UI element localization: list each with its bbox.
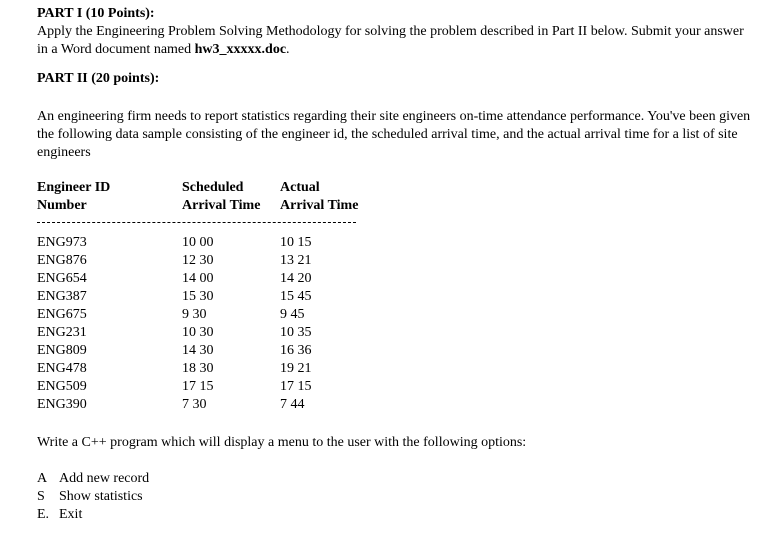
table-header-divider: [37, 222, 356, 223]
actual-time-cell: 9 45: [280, 307, 305, 322]
actual-time-cell: 17 15: [280, 379, 312, 394]
scheduled-time-cell: 7 30: [182, 397, 207, 412]
part1-instruction-end: .: [286, 42, 290, 57]
menu-option: [37, 488, 149, 506]
scheduled-time-cell: 12 30: [182, 253, 214, 268]
table-row: [37, 342, 367, 360]
menu-option-label: Add new record: [59, 471, 150, 486]
actual-time-cell: 16 36: [280, 343, 312, 358]
table-row: [37, 252, 367, 270]
part1-instruction: [37, 23, 752, 59]
menu-option-label: Show statistics: [59, 489, 143, 504]
engineer-id-cell: ENG231: [37, 325, 87, 340]
scheduled-time-cell: 10 30: [182, 325, 214, 340]
table-row: [37, 270, 367, 288]
scheduled-time-cell: 14 30: [182, 343, 214, 358]
actual-time-cell: 10 15: [280, 235, 312, 250]
actual-time-cell: 14 20: [280, 271, 312, 286]
engineer-id-cell: ENG654: [37, 271, 87, 286]
engineer-id-cell: ENG390: [37, 397, 87, 412]
submission-filename: hw3_xxxxx.doc: [194, 42, 287, 57]
actual-time-cell: 10 35: [280, 325, 312, 340]
part2-intro: An engineering firm needs to report statistics regarding their site engineers on-time attendance performance. You've been given the following data sample consisting of the engineer id, the scheduled arrival time, and the actual arrival time for a list of site engineers: [37, 109, 751, 160]
header-actual-arrival: Actual Arrival Time: [280, 180, 359, 213]
table-row: [37, 288, 367, 306]
part2-heading: PART II (20 points):: [37, 71, 160, 86]
engineer-id-cell: ENG675: [37, 307, 87, 322]
table-row: [37, 360, 367, 378]
engineer-id-cell: ENG478: [37, 361, 87, 376]
scheduled-time-cell: 10 00: [182, 235, 214, 250]
scheduled-time-cell: 18 30: [182, 361, 214, 376]
actual-time-cell: 7 44: [280, 397, 305, 412]
engineer-id-cell: ENG509: [37, 379, 87, 394]
engineer-id-cell: ENG876: [37, 253, 87, 268]
part1-heading: PART I (10 Points):: [37, 6, 155, 21]
engineer-id-cell: ENG387: [37, 289, 87, 304]
table-body: [37, 234, 367, 414]
scheduled-time-cell: 15 30: [182, 289, 214, 304]
menu-option-key: E.: [37, 507, 50, 522]
actual-time-cell: 15 45: [280, 289, 312, 304]
menu-option: [37, 506, 149, 524]
header-scheduled-arrival: Scheduled Arrival Time: [182, 180, 261, 213]
scheduled-time-cell: 17 15: [182, 379, 214, 394]
menu-options-list: [37, 470, 149, 524]
engineer-id-cell: ENG973: [37, 235, 87, 250]
table-row: [37, 324, 367, 342]
scheduled-time-cell: 9 30: [182, 307, 207, 322]
table-row: [37, 396, 367, 414]
scheduled-time-cell: 14 00: [182, 271, 214, 286]
menu-option-key: S: [37, 489, 45, 504]
program-prompt: Write a C++ program which will display a menu to the user with the following options:: [37, 435, 527, 450]
menu-option: [37, 470, 149, 488]
table-row: [37, 234, 367, 252]
menu-option-key: A: [37, 471, 48, 486]
engineer-id-cell: ENG809: [37, 343, 87, 358]
table-row: [37, 306, 367, 324]
actual-time-cell: 13 21: [280, 253, 312, 268]
header-engineer-id: Engineer ID Number: [37, 180, 111, 213]
actual-time-cell: 19 21: [280, 361, 312, 376]
menu-option-label: Exit: [59, 507, 83, 522]
part1-instruction-text: Apply the Engineering Problem Solving Methodology for solving the problem described in Part II below. Submit your answer in a Word document named: [37, 24, 744, 57]
table-row: [37, 378, 367, 396]
